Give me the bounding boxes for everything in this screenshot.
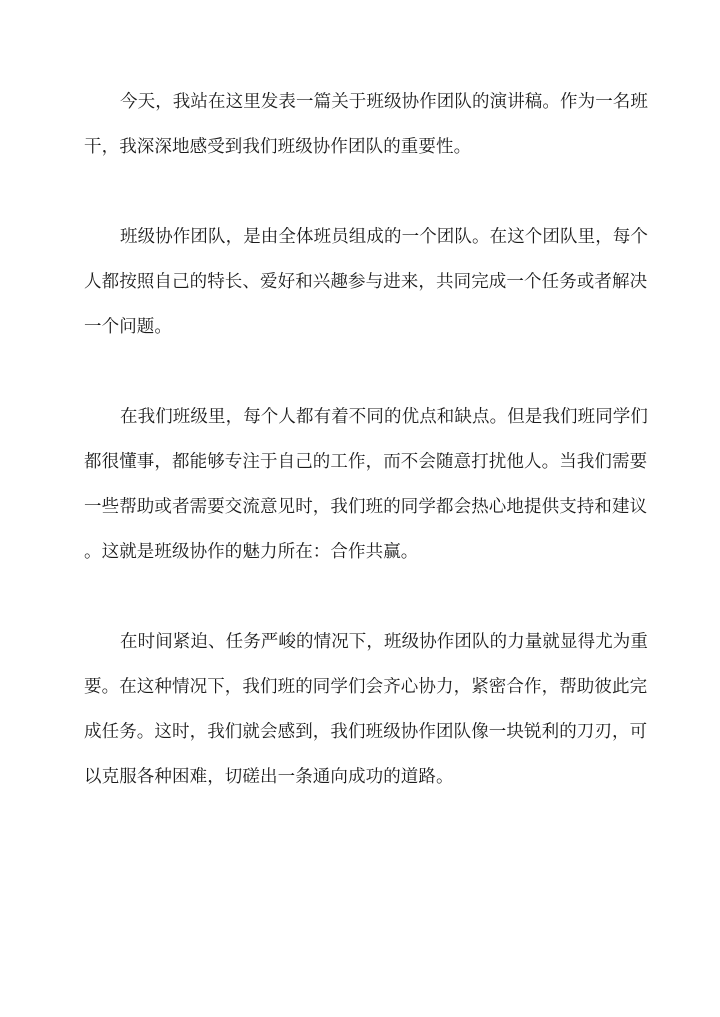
paragraph-3 [84, 395, 648, 575]
document-page [84, 80, 648, 800]
paragraph-line: 今天，我站在这里发表一篇关于班级协作团队的演讲稿。作为一名班 [120, 92, 648, 112]
paragraph-line: 干，我深深地感受到我们班级协作团队的重要性。 [84, 137, 472, 157]
paragraph-line: 一些帮助或者需要交流意见时，我们班的同学都会热心地提供支持和建议 [84, 497, 648, 517]
paragraph-line: 成任务。这时，我们就会感到，我们班级协作团队像一块锐利的刀刃，可 [84, 722, 648, 742]
paragraph-line: 要。在这种情况下，我们班的同学们会齐心协力，紧密合作，帮助彼此完 [84, 677, 648, 697]
paragraph-4 [84, 620, 648, 800]
paragraph-line: 都很懂事，都能够专注于自己的工作，而不会随意打扰他人。当我们需要 [84, 452, 648, 472]
paragraph-line: 人都按照自己的特长、爱好和兴趣参与进来，共同完成一个任务或者解决 [84, 272, 648, 292]
paragraph-1 [84, 80, 648, 170]
paragraph-2 [84, 215, 648, 350]
paragraph-line: 班级协作团队，是由全体班员组成的一个团队。在这个团队里，每个 [120, 227, 648, 247]
paragraph-line: 一个问题。 [84, 317, 172, 337]
paragraph-line: 在时间紧迫、任务严峻的情况下，班级协作团队的力量就显得尤为重 [120, 632, 648, 652]
paragraph-line: 。这就是班级协作的魅力所在：合作共赢。 [84, 542, 419, 562]
paragraph-line: 在我们班级里，每个人都有着不同的优点和缺点。但是我们班同学们 [120, 407, 648, 427]
paragraph-line: 以克服各种困难，切磋出一条通向成功的道路。 [84, 767, 454, 787]
